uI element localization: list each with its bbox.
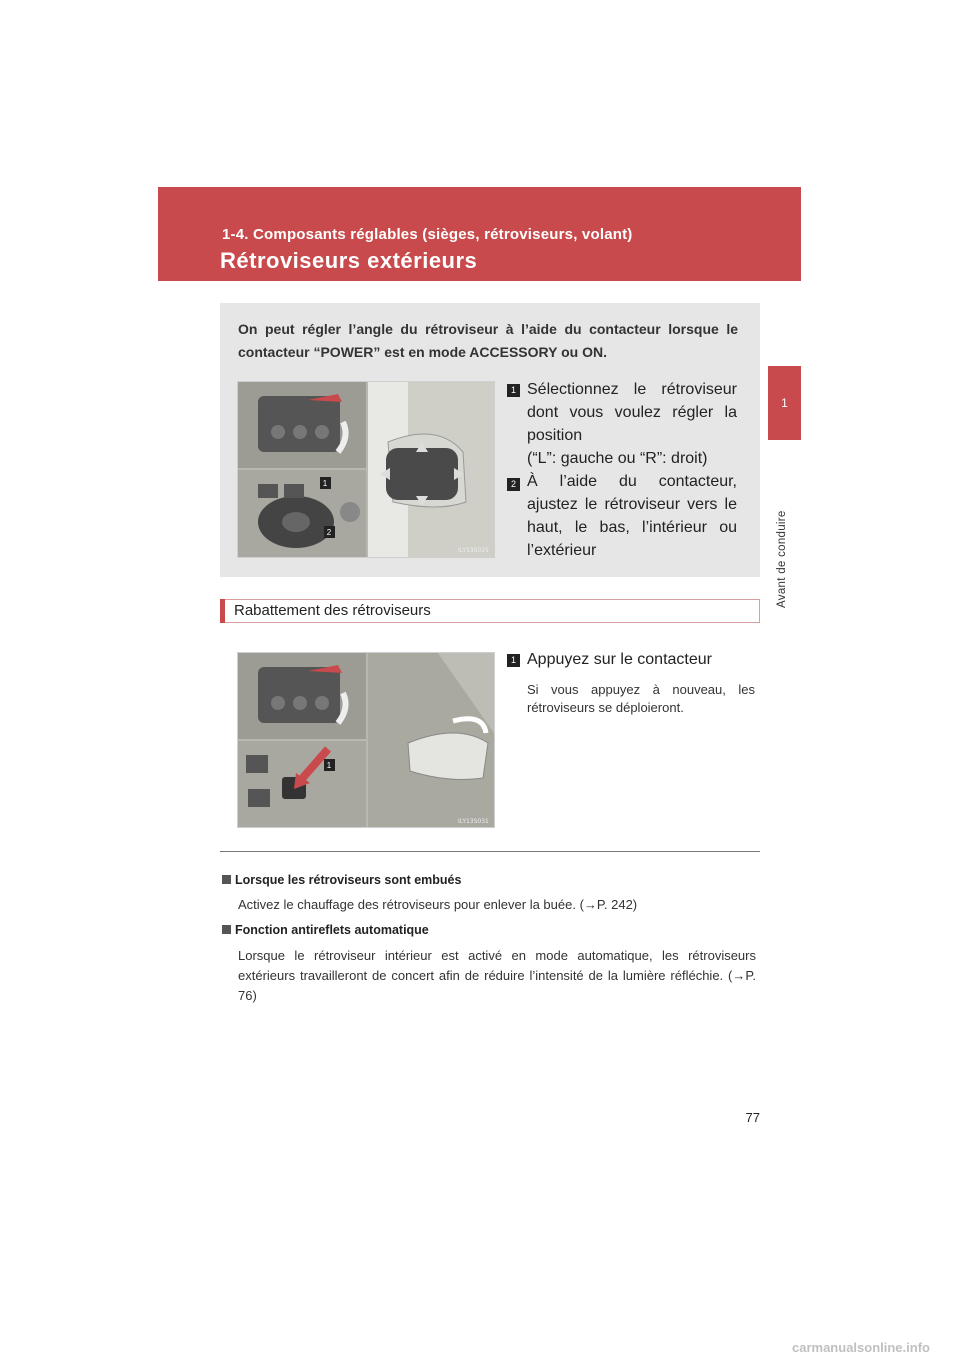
svg-text:2: 2	[326, 528, 332, 537]
step-1-text	[527, 378, 737, 470]
step-2-text	[527, 470, 737, 562]
step-number-1: 1	[507, 384, 520, 397]
bullet-square-icon	[222, 875, 231, 884]
step-2-line-2: ajustez le rétroviseur vers le	[527, 496, 737, 513]
step-1-line-3: position	[527, 427, 583, 444]
svg-text:1: 1	[322, 479, 328, 488]
image-code: ILY13S025	[458, 547, 489, 554]
note-2-heading	[222, 923, 429, 937]
folding-section-title: Rabattement des rétroviseurs	[234, 602, 431, 619]
image-code-folding: ILY13S031	[458, 818, 489, 825]
note-2-body: Lorsque le rétroviseur intérieur est activé en mode automatique, les rétroviseurs extérieurs travailleront de concert afin de réduire l’intensité de la lumière réfléchie. (→P. 76)	[238, 948, 756, 1003]
step-2-line-3: haut, le bas, l’intérieur ou	[527, 519, 737, 536]
folding-section-header	[220, 599, 760, 623]
bullet-square-icon	[222, 925, 231, 934]
section-accent-bar	[220, 599, 225, 623]
chapter-label: Avant de conduire	[776, 510, 788, 608]
watermark: carmanualsonline.info	[792, 1340, 930, 1355]
mirror-fold-illustration	[237, 652, 495, 828]
step-2-line-4: l’extérieur	[527, 542, 597, 559]
svg-text:1: 1	[326, 761, 332, 770]
section-label: 1-4. Composants réglables (sièges, rétroviseurs, volant)	[222, 226, 633, 243]
mirror-adjust-illustration	[237, 381, 495, 558]
folding-step-text: Appuyez sur le contacteur	[527, 651, 712, 668]
note-1-body: Activez le chauffage des rétroviseurs pour enlever la buée. (→P. 242)	[238, 897, 638, 912]
note-1-heading	[222, 873, 461, 887]
intro-text: On peut régler l’angle du rétroviseur à l’aide du contacteur lorsque le contacteur “POWER” est en mode ACCESSORY ou ON.	[238, 321, 738, 360]
page-number: 77	[745, 1110, 760, 1125]
chapter-tab[interactable]: 1	[768, 366, 801, 440]
step-1-line-2: dont vous voulez régler la	[527, 404, 737, 421]
step-2-line-1: À l’aide du contacteur,	[527, 473, 737, 490]
step-number-2: 2	[507, 478, 520, 491]
step-1-line-4: (“L”: gauche ou “R”: droit)	[527, 450, 708, 467]
folding-step-number: 1	[507, 654, 520, 667]
note-2-heading-text: Fonction antireflets automatique	[235, 923, 429, 937]
notes-divider	[220, 851, 760, 852]
folding-note: Si vous appuyez à nouveau, les rétroviseurs se déploieront.	[527, 682, 755, 715]
step-1-line-1: Sélectionnez le rétroviseur	[527, 381, 737, 398]
page-title: Rétroviseurs extérieurs	[220, 248, 478, 273]
note-1-heading-text: Lorsque les rétroviseurs sont embués	[235, 873, 462, 887]
